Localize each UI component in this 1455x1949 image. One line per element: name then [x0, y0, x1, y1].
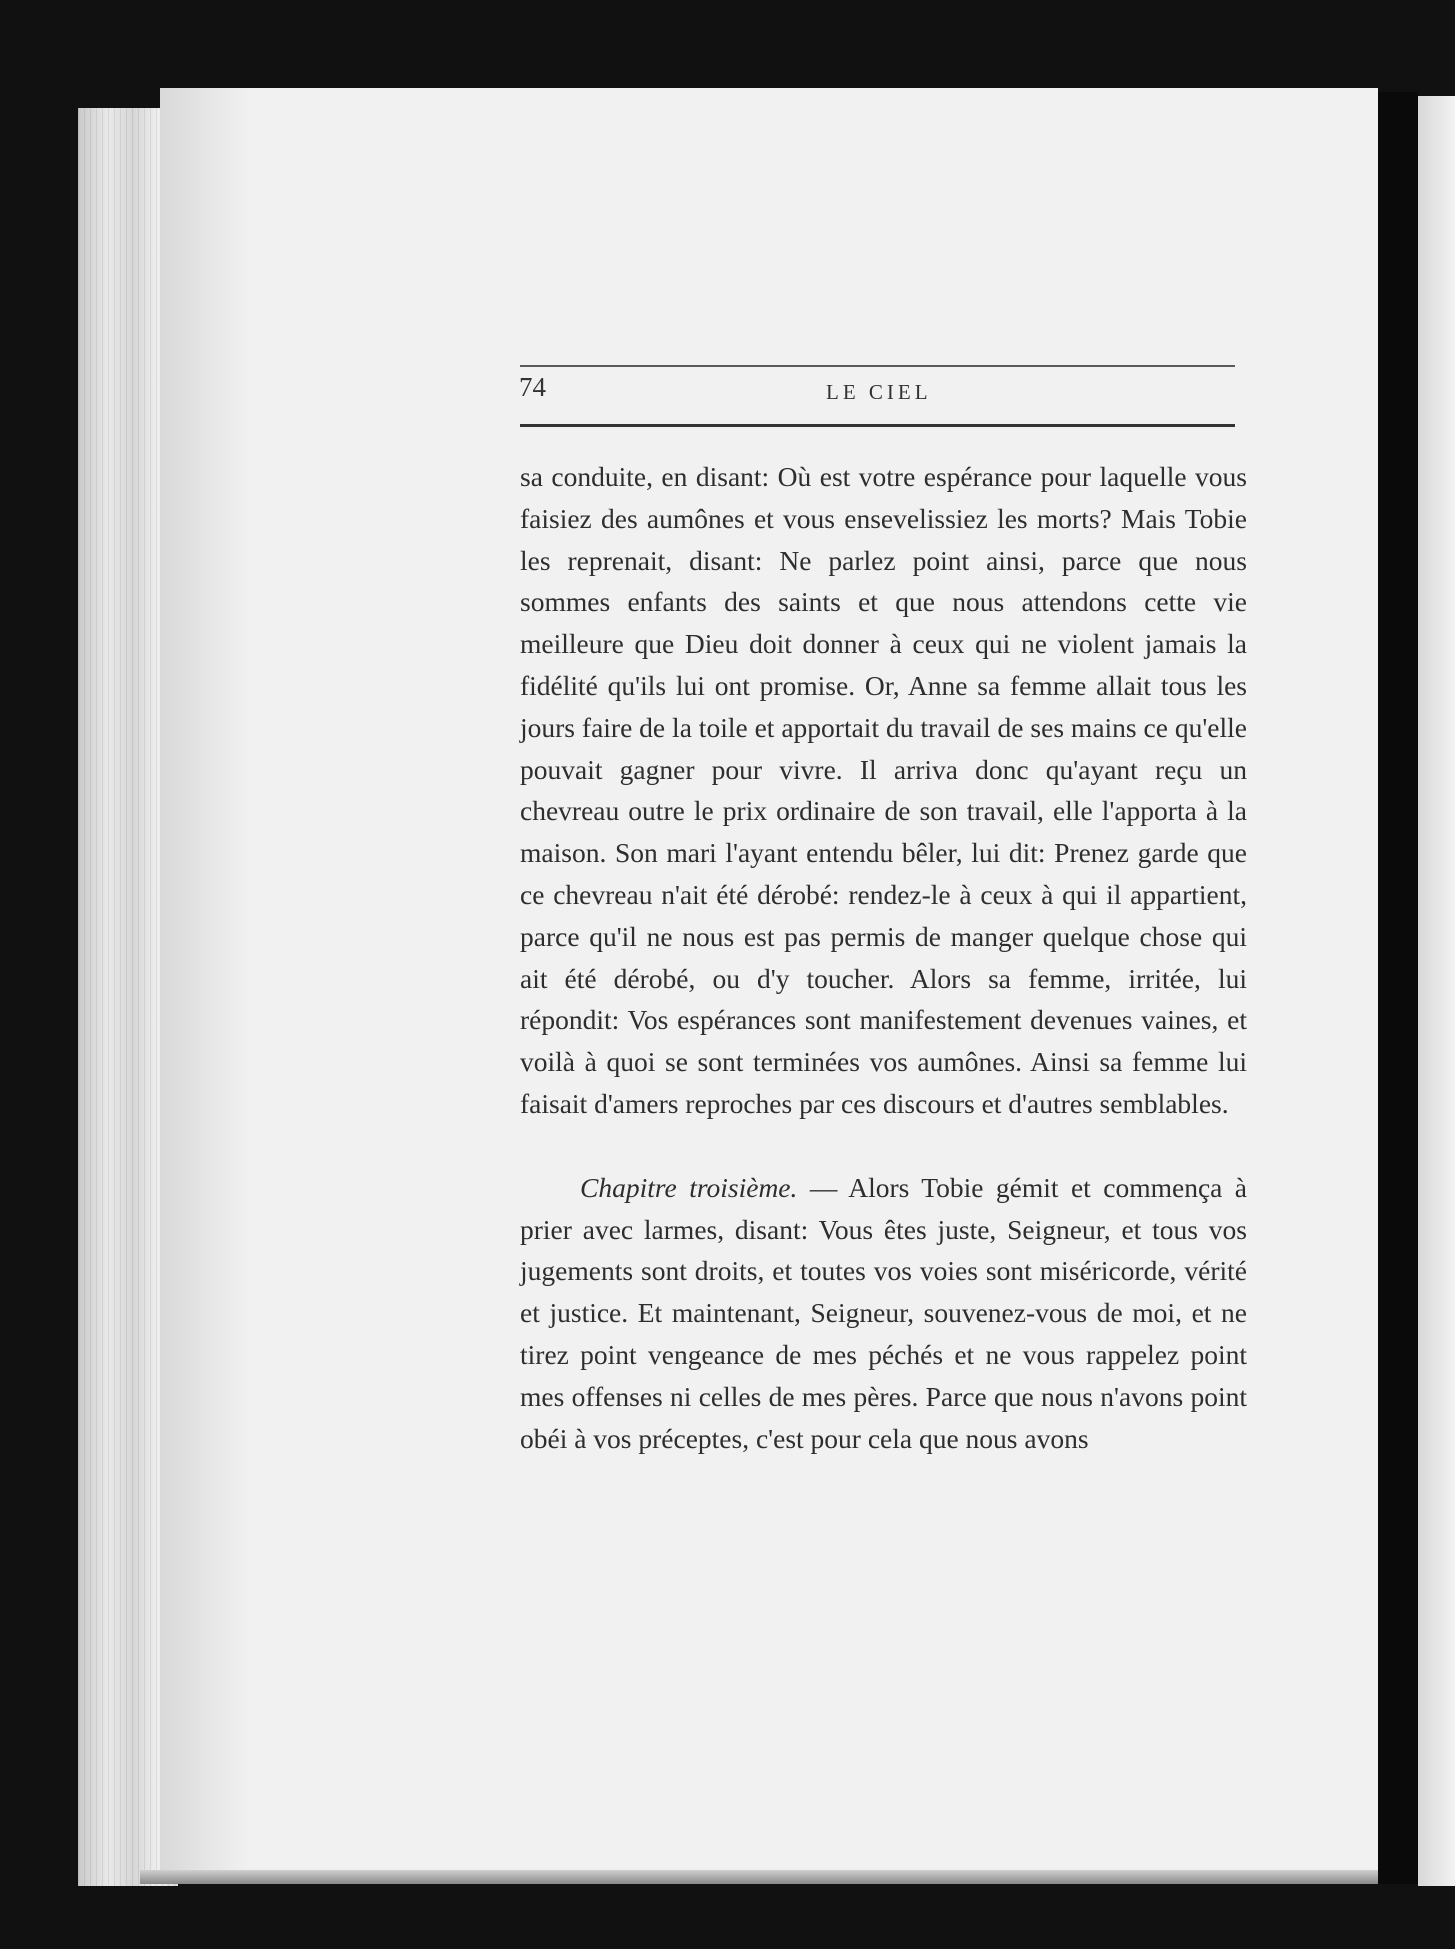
paragraph-2 — [520, 1167, 1247, 1460]
paragraph-1: sa conduite, en disant: Où est votre espérance pour laquelle vous faisiez des aumônes et vous ensevelissiez les morts? Mais Tobie les reprenait, disant: Ne parlez point ainsi, parce que nous sommes enfants des saints et que nous attendons cette vie meilleure que Dieu doit donner à ceux qui ne violent jamais la fidélité qu'ils lui ont promise. Or, Anne sa femme allait tous les jours faire de la toile et apportait du travail de ses mains ce qu'elle pouvait gagner pour vivre. Il arriva donc qu'ayant reçu un chevreau outre le prix ordinaire de son travail, elle l'apporta à la maison. Son mari l'ayant entendu bêler, lui dit: Prenez garde que ce chevreau n'ait été dérobé: rendez-le à ceux à qui il appartient, parce qu'il ne nous est pas permis de manger quelque chose qui ait été dérobé, ou d'y toucher. Alors sa femme, irritée, lui répondit: Vos espérances sont manifestement devenues vaines, et voilà à quoi se sont terminées vos aumônes. Ainsi sa femme lui faisait d'amers reproches par ces discours et d'autres semblables. — [520, 461, 1247, 1119]
chapter-label: Chapitre troisième. — [580, 1171, 798, 1203]
header-rule-top — [520, 365, 1235, 367]
right-cover-edge — [1378, 92, 1418, 1884]
header-rule-bottom — [520, 424, 1235, 427]
page-number: 74 — [519, 372, 546, 402]
binding-shadow — [160, 88, 250, 1884]
paragraph-2-text: — Alors Tobie gémit et commença à prier avec larmes, disant: Vous êtes juste, Seigneur, et tous vos jugements sont droits, et toutes vos voies sont miséricorde, vérité et justice. Et maintenant, Seigneur, souvenez-vous de moi, et ne tirez point vengeance de mes péchés et ne vous rappelez point mes offenses ni celles de mes pères. Parce que nous n'avons point obéi à vos préceptes, c'est pour cela que nous avons — [520, 1171, 1247, 1454]
running-title: LE CIEL — [826, 380, 932, 404]
page-bottom-edge — [140, 1870, 1380, 1884]
facing-page-strip — [1418, 96, 1455, 1886]
body-text — [520, 456, 1247, 1459]
